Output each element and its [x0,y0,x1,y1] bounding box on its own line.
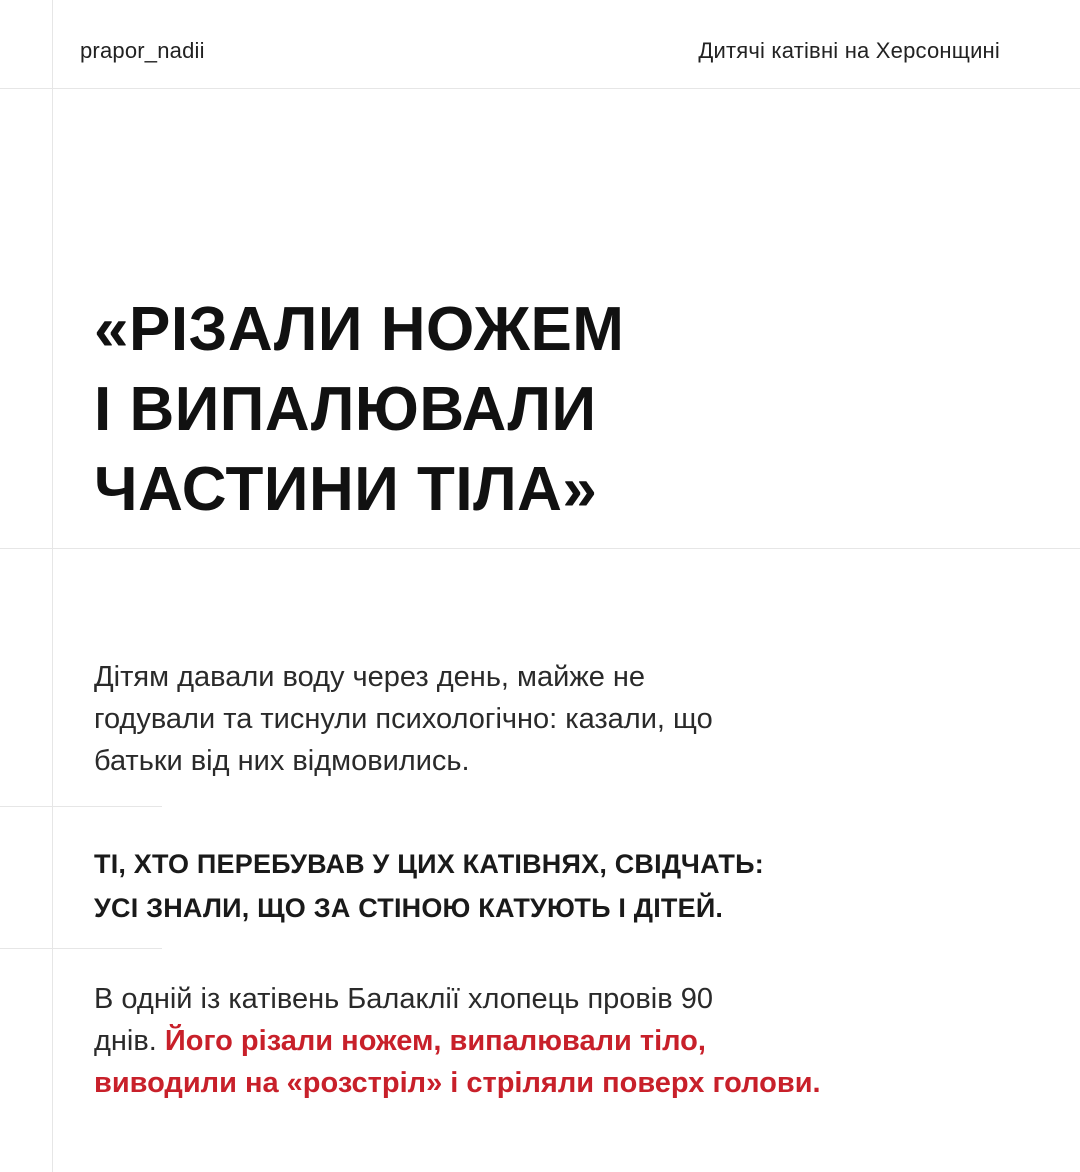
statement-line: ТІ, ХТО ПЕРЕБУВАВ У ЦИХ КАТІВНЯХ, СВІДЧАТЬ: [94,849,764,879]
highlighted-text: Його різали ножем, випалювали тіло, [164,1025,706,1057]
account-handle: prapor_nadii [80,38,205,63]
grid-vertical-line [52,0,53,1172]
headline-line: ЧАСТИНИ ТІЛА» [94,455,598,524]
paragraph-line: годували та тиснули психологічно: казали, що [94,703,713,735]
paragraph-line-mixed [94,1020,994,1062]
body-paragraph [94,656,994,782]
grid-divider-top [0,88,1080,89]
highlighted-text: виводили на «розстріл» і стріляли поверх голови. [94,1067,821,1099]
paragraph-line: Дітям давали воду через день, майже не [94,661,646,693]
paragraph-line: В одній із катівень Балаклії хлопець провів 90 [94,983,713,1015]
headline-quote [94,290,624,530]
series-title: Дитячі катівні на Херсонщині [698,38,1000,63]
grid-divider-short [0,806,162,807]
headline-line: «РІЗАЛИ НОЖЕМ [94,295,625,364]
paragraph-text: днів. [94,1025,165,1057]
headline-line: І ВИПАЛЮВАЛИ [94,375,597,444]
testimony-statement [94,842,764,930]
paragraph-line: батьки від них відмовились. [94,745,470,777]
statement-line: УСІ ЗНАЛИ, ЩО ЗА СТІНОЮ КАТУЮТЬ І ДІТЕЙ. [94,893,724,923]
body-paragraph-balakliia [94,978,994,1104]
grid-divider-middle [0,548,1080,549]
grid-divider-short [0,948,162,949]
